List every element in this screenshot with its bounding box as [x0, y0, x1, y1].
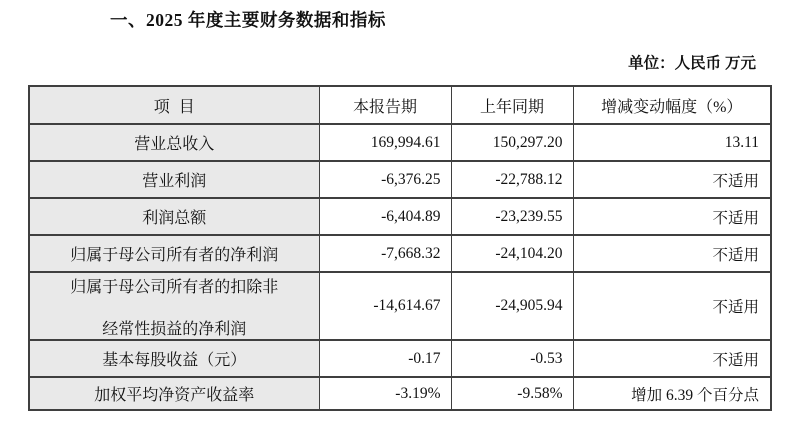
table-row-weighted-avg-roe: [29, 377, 771, 410]
row-label: 营业利润: [29, 161, 319, 198]
col-header-item: 项目: [29, 86, 319, 124]
current-period-value: -0.17: [319, 340, 451, 377]
table-row-total-revenue: [29, 124, 771, 161]
row-label: 加权平均净资产收益率: [29, 377, 319, 410]
table-row-net-profit-excl-nonrecurring: [29, 272, 771, 340]
prior-period-value: 150,297.20: [451, 124, 573, 161]
col-header-current-period: 本报告期: [319, 86, 451, 124]
table-row-basic-eps: [29, 340, 771, 377]
prior-period-value: -24,905.94: [451, 272, 573, 340]
prior-period-value: -24,104.20: [451, 235, 573, 272]
current-period-value: 169,994.61: [319, 124, 451, 161]
row-label: 归属于母公司所有者的扣除非 经常性损益的净利润: [29, 272, 319, 340]
prior-period-value: -0.53: [451, 340, 573, 377]
row-label: 基本每股收益（元）: [29, 340, 319, 377]
col-header-change: 增减变动幅度（%）: [573, 86, 771, 124]
prior-period-value: -9.58%: [451, 377, 573, 410]
change-value: 增加 6.39 个百分点: [573, 377, 771, 410]
table-header-row: [29, 86, 771, 124]
change-value: 不适用: [573, 235, 771, 272]
table-row-net-profit-parent: [29, 235, 771, 272]
change-value: 13.11: [573, 124, 771, 161]
page-title: 一、2025 年度主要财务数据和指标: [110, 10, 386, 30]
prior-period-value: -22,788.12: [451, 161, 573, 198]
change-value: 不适用: [573, 340, 771, 377]
row-label: 利润总额: [29, 198, 319, 235]
prior-period-value: -23,239.55: [451, 198, 573, 235]
table-row-total-profit: [29, 198, 771, 235]
current-period-value: -7,668.32: [319, 235, 451, 272]
change-value: 不适用: [573, 161, 771, 198]
unit-label: 单位：人民币 万元: [628, 55, 756, 72]
row-label: 归属于母公司所有者的净利润: [29, 235, 319, 272]
current-period-value: -14,614.67: [319, 272, 451, 340]
current-period-value: -6,376.25: [319, 161, 451, 198]
change-value: 不适用: [573, 272, 771, 340]
report-page: [0, 8, 800, 423]
col-header-prior-period: 上年同期: [451, 86, 573, 124]
financial-indicators-table: [28, 85, 772, 411]
table-row-operating-profit: [29, 161, 771, 198]
current-period-value: -3.19%: [319, 377, 451, 410]
row-label: 营业总收入: [29, 124, 319, 161]
change-value: 不适用: [573, 198, 771, 235]
current-period-value: -6,404.89: [319, 198, 451, 235]
